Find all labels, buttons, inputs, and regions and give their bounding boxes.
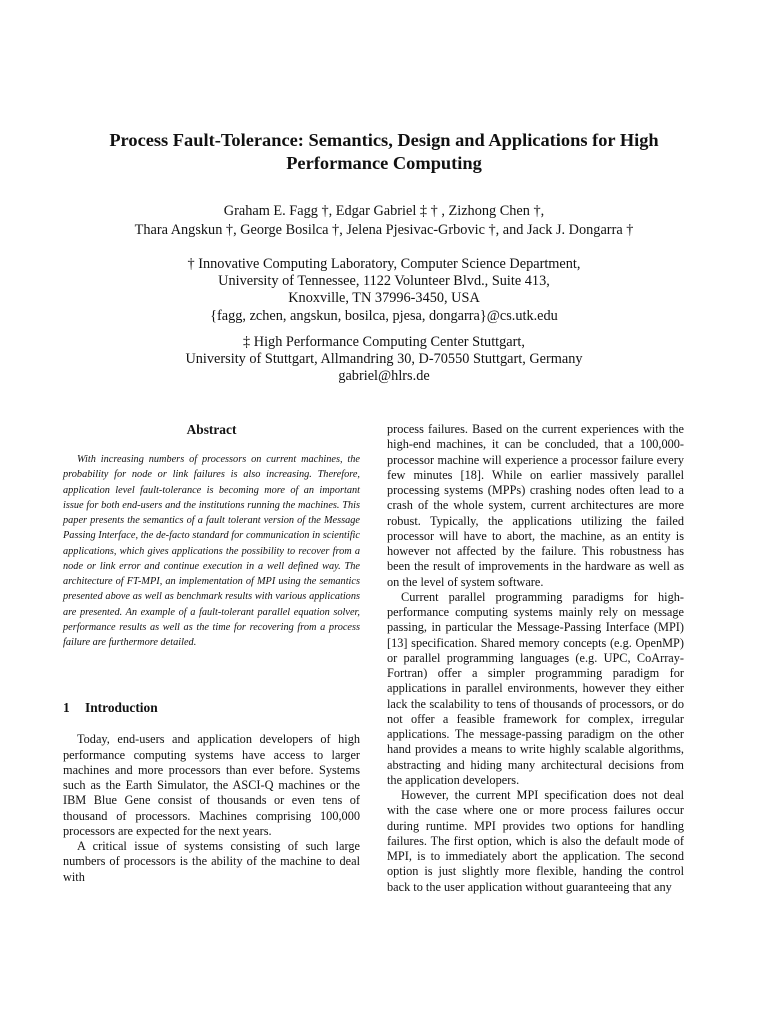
paper-title (60, 129, 708, 175)
left-column (63, 422, 360, 885)
body-paragraph: process failures. Based on the current experiences with the high-end machines, it can be concluded, that a 100,000-processor machine will experience a processor failure every few minutes [18]. While on earlier massively parallel processing systems (MPPs) crashing nodes often lead to a crash of the whole system, current architectures are more robust. Typically, the applications utilizing the failed processor will have to abort, the machine, as an entity is however not affected by the failure. This robustness has been the result of improvements in the hardware as well as on the level of system software. (387, 422, 684, 589)
title-line-2: Performance Computing (286, 153, 482, 173)
title-line-1: Process Fault-Tolerance: Semantics, Design and Applications for High (109, 130, 659, 150)
body-paragraph: Current parallel programming paradigms for high-performance computing systems mainly rely on message passing, in particular the Message-Passing Interface (MPI) [13] specification. Shared memory concepts (e.g. OpenMP) or parallel programming languages (e.g. UPC, CoArray-Fortran) offer a simpler programming paradigm for applications in parallel environments, however they either lack the scalability to tens of thousands of processors, or do not offer a feasible framework for complex, irregular applications. The message-passing paradigm on the other hand provides a means to write highly scalable algorithms, abstracting and hiding many architectural decisions from the application developers. (387, 589, 684, 787)
affiliation-email: {fagg, zchen, angskun, bosilca, pjesa, dongarra}@cs.utk.edu (210, 307, 558, 324)
affiliation-line: University of Stuttgart, Allmandring 30, D-70550 Stuttgart, Germany (185, 351, 583, 368)
affiliation-line: University of Tennessee, 1122 Volunteer Blvd., Suite 413, (218, 273, 550, 290)
abstract-text: With increasing numbers of processors on current machines, the probability for node or link failures is also increasing. Therefore, application level fault-tolerance is becoming more of an important issue for both end-users and the institutions running the machines. This paper presents the semantics of a fault tolerant version of the Message Passing Interface, the de-facto standard for communication in scientific applications, which gives applications the possibility to recover from a node or link error and continue execution in a well defined way. The architecture of FT-MPI, an implementation of MPI using the semantics presented above as well as benchmark results with various applications are presented. An example of a fault-tolerant parallel equation solver, performance results as well as the time for recovering from a process failure are furthermore detailed. (63, 454, 360, 648)
section-title: Introduction (85, 700, 158, 716)
body-paragraph: However, the current MPI specification does not deal with the case where one or more process failures occur during runtime. MPI provides two options for handling failures. The first option, which is also the default mode of MPI, is to immediately abort the application. The second option is just slightly more flexible, handing the control back to the user application without guaranteeing that any (387, 788, 684, 894)
authors-line-2: Thara Angskun †, George Bosilca †, Jelena Pjesivac-Grbovic †, and Jack J. Dongarra † (134, 222, 634, 238)
authors-line-1: Graham E. Fagg †, Edgar Gabriel ‡ † , Zizhong Chen †, (223, 203, 545, 219)
body-paragraph: A critical issue of systems consisting of such large numbers of processors is the ability of the machine to deal with (63, 839, 360, 884)
section-heading-introduction (63, 700, 360, 716)
abstract-heading: Abstract (186, 422, 237, 437)
affiliation-line: Knoxville, TN 37996-3450, USA (288, 290, 480, 307)
right-column (387, 422, 684, 895)
affiliation-tennessee (40, 256, 728, 325)
author-list (40, 202, 728, 240)
affiliation-line: ‡ High Performance Computing Center Stuttgart, (243, 334, 525, 350)
affiliation-line: † Innovative Computing Laboratory, Computer Science Department, (187, 256, 581, 272)
body-paragraph: Today, end-users and application developers of high performance computing systems have access to larger machines and more processors than ever before. Systems such as the Earth Simulator, the ASCI-Q machines or the IBM Blue Gene consist of thousands or even tens of thousand of processors. Machines comprising 100,000 processors are expected for the next years. (63, 732, 360, 838)
affiliation-email: gabriel@hlrs.de (338, 368, 430, 385)
affiliation-stuttgart (40, 334, 728, 386)
section-number: 1 (63, 700, 70, 716)
